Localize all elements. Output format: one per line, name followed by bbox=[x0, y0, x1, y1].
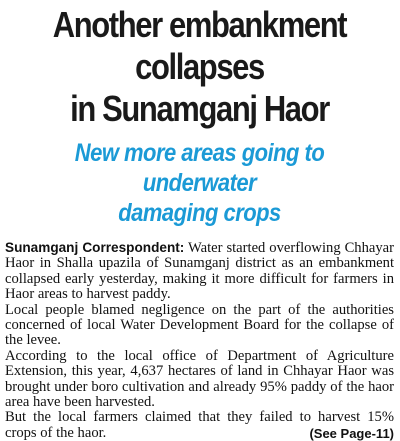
article-paragraph-2: Local people blamed negligence on the part of the authorities concerned of local Water Development Board for the collapse of the levee. bbox=[5, 301, 394, 349]
subheadline-line-1: New more areas going to underwater bbox=[74, 139, 325, 197]
dateline: Sunamganj Correspondent: bbox=[5, 240, 185, 255]
article-body bbox=[5, 240, 394, 441]
headline-line-2: in Sunamganj Haor bbox=[70, 88, 329, 129]
article-paragraph-4 bbox=[5, 410, 394, 441]
paragraph-4-text: But the local farmers claimed that they failed to harvest 15% crops of the haor. bbox=[5, 409, 394, 441]
article-paragraph-3: According to the local office of Department of Agriculture Extension, this year, 4,637 hectares of land in Chhayar Haor was brought under boro cultivation and already 95% paddy of the haor area have been harvested. bbox=[5, 347, 394, 411]
headline-line-1: Another embankment collapses bbox=[52, 4, 347, 87]
article-paragraph-1 bbox=[5, 240, 394, 303]
subheadline bbox=[28, 138, 370, 228]
subheadline-line-2: damaging crops bbox=[118, 199, 281, 227]
continuation-link[interactable]: (See Page-11) bbox=[309, 425, 394, 441]
paragraph-1-text: Water started overflowing Chhayar Haor in Shalla upazila of Sunamganj district as an embankment collapsed early yesterday, making it more difficult for farmers in Haor areas to harvest paddy. bbox=[5, 240, 395, 303]
headline bbox=[32, 4, 367, 130]
